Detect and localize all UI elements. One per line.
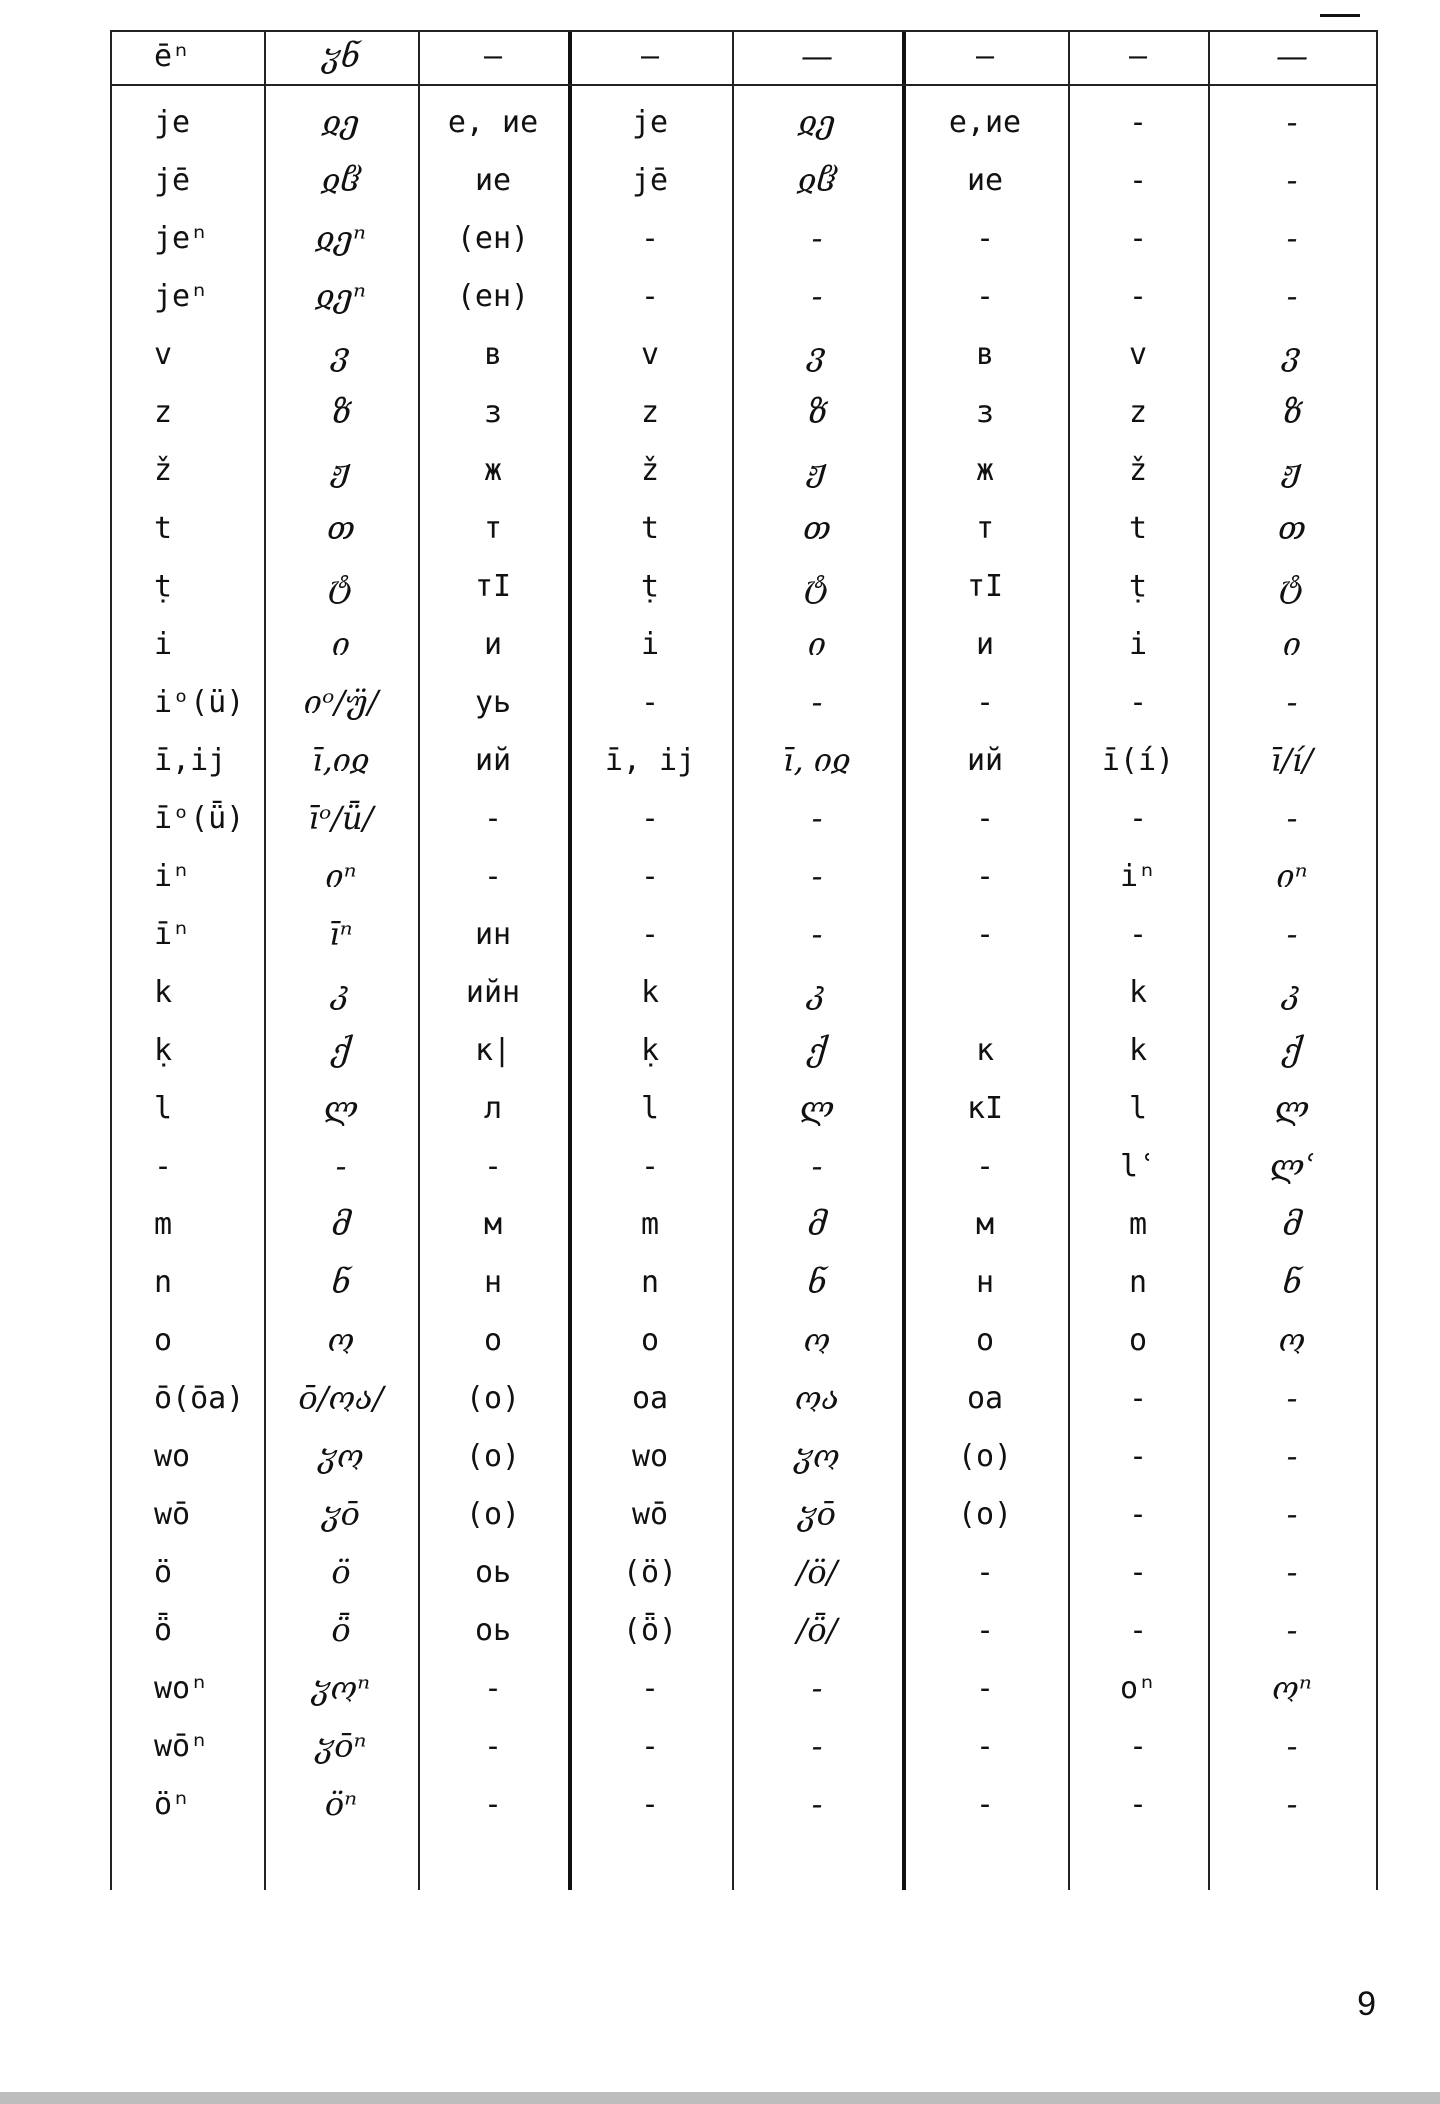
table-cell: m [640,1206,660,1242]
table-cell: - [811,915,823,953]
table-cell: ნ [807,1263,827,1301]
table-cell: - [1128,1496,1148,1532]
table-cell: ჳō [322,1495,360,1533]
table-cell: - [1286,915,1298,953]
table-cell: l [640,1090,660,1126]
table-cell: - [811,1147,823,1185]
table-cell: (о) [957,1496,1013,1532]
table-cell: ჲე [798,103,836,141]
table-cell: ჳო [794,1437,840,1475]
table-cell: з [483,394,503,430]
table-cell: - [975,1786,995,1822]
table-cell: k [154,974,173,1010]
table-cell: к| [474,1032,512,1068]
table-cell: - [154,1148,173,1184]
table-cell: ჟ [807,451,827,489]
table-cell: კ [808,973,826,1011]
table-cell: l [154,1090,173,1126]
table-cell: ქ [807,1031,827,1069]
table-cell: о [483,1322,503,1358]
table-cell: k [1128,974,1148,1010]
table-cell: (о) [957,1438,1013,1474]
table-cell: t [640,510,660,546]
table-cell: - [1286,1727,1298,1765]
table-cell: ō(ōa) [154,1380,245,1416]
table-cell: м [483,1206,503,1242]
table-cell: ჲჱ [797,161,837,199]
table-cell: оь [474,1612,512,1648]
table-row [110,554,1378,618]
table-cell: ж [975,452,995,488]
table-cell: je [154,104,191,140]
table-row [110,1076,1378,1140]
table-cell: - [811,857,823,895]
table-cell: ī, იჲ [783,741,851,779]
table-cell: v [154,336,173,372]
table-row [110,1018,1378,1082]
table-cell: - [1128,104,1148,140]
table-cell: - [483,1148,503,1184]
table-cell: - [640,1728,660,1764]
table-cell: ზ [807,393,827,431]
table-cell: ი [331,625,351,663]
table-row [110,728,1378,792]
table-cell: თ [327,509,355,547]
table-row [110,1598,1378,1662]
table-row [110,90,1378,154]
table-cell: - [1286,1437,1298,1475]
table-cell: - [975,1148,995,1184]
table-cell: ž [154,452,173,488]
table-cell: jeⁿ [154,278,209,314]
table-cell: ž [1128,452,1148,488]
table-cell: ие [966,162,1004,198]
table-cell: iᵒ(ü) [154,684,245,720]
table-cell: იⁿ [325,857,357,895]
table-cell: (о) [465,1496,521,1532]
table-cell: z [640,394,660,430]
table-cell: т [975,510,995,546]
table-cell [902,960,1068,1024]
table-cell: wo [631,1438,669,1474]
table-cell: (ȫ) [622,1612,678,1648]
table-cell: ṭ [154,568,173,604]
table-cell: - [975,858,995,894]
table-cell: ლ [323,1089,359,1127]
table-cell: - [483,800,503,836]
table-cell: - [640,800,660,836]
table-cell: ō/ოა/ [298,1379,384,1417]
table-cell: - [1286,799,1298,837]
table-cell: - [1128,800,1148,836]
table-cell: - [1128,1380,1148,1416]
table-row [110,1714,1378,1778]
table-cell: öⁿ [154,1786,191,1822]
bottom-edge [0,2092,1440,2104]
table-cell: ოⁿ [1272,1669,1312,1707]
table-row [110,1250,1378,1314]
table-cell: īᵒ/ǖ/ [308,799,374,837]
table-cell: - [640,1148,660,1184]
table-cell: z [154,394,173,430]
table-cell: - [640,1786,660,1822]
table-cell: - [1286,1785,1298,1823]
table-cell: - [811,277,823,315]
table-cell: i [154,626,173,662]
table-cell: ž [640,452,660,488]
table-cell: уь [474,684,512,720]
table-cell: - [483,858,503,894]
table-cell: к [975,1032,995,1068]
table-cell: (ен) [456,278,530,314]
table-cell: i [1128,626,1148,662]
table-cell: ლʿ [1269,1147,1315,1185]
table-cell: (ен) [456,220,530,256]
table-cell: - [811,683,823,721]
table-cell: - [640,858,660,894]
table-cell: ნ [331,1263,351,1301]
table-cell: - [1128,220,1148,256]
table-cell: n [640,1264,660,1300]
table-cell: ნ [1282,1263,1302,1301]
table-cell: ȫ [154,1612,173,1648]
table-cell: wō [631,1496,669,1532]
table-cell: ин [474,916,512,952]
table-cell: ჟ [1282,451,1302,489]
table-cell: — [483,38,503,74]
table-cell: - [1286,683,1298,721]
table-cell: öⁿ [324,1785,358,1823]
table-cell: ჲეⁿ [316,219,366,257]
table-cell: ლ [799,1089,835,1127]
table-cell: з [975,394,995,430]
table-cell: - [1128,162,1148,198]
table-cell: ие [474,162,512,198]
table-cell: - [1286,219,1298,257]
table-cell: - [1128,1728,1148,1764]
table-cell: ö [331,1553,351,1591]
table-cell: m [1128,1206,1148,1242]
table-cell: - [1286,1379,1298,1417]
table-cell: z [1128,394,1148,430]
table-cell: ჳო [318,1437,364,1475]
table-cell: - [1286,1611,1298,1649]
table-row [110,844,1378,908]
table-row [110,438,1378,502]
table-cell: - [1286,277,1298,315]
table-cell: ī,იჲ [312,741,370,779]
table-cell: е, ие [447,104,539,140]
table-cell: ქ [1282,1031,1302,1069]
table-row [110,612,1378,676]
table-cell: о [975,1322,995,1358]
table-cell: - [640,278,660,314]
table-cell: ვ [807,335,827,373]
table-cell: v [1128,336,1148,372]
table-cell: ī/í/ [1270,741,1314,779]
table-cell: л [483,1090,503,1126]
table-cell: н [975,1264,995,1300]
table-cell: ზ [331,393,351,431]
table-cell: - [1286,161,1298,199]
transliteration-table [110,30,1378,1890]
table-cell: ოა [794,1379,840,1417]
table-cell: ий [966,742,1004,778]
table-cell: - [811,1669,823,1707]
table-cell: ჳō [798,1495,836,1533]
table-cell: oⁿ [1119,1670,1157,1706]
table-cell: - [811,219,823,257]
table-cell: - [975,800,995,836]
table-cell: ჲე [322,103,360,141]
table-cell: მ [807,1205,827,1243]
table-cell: მ [1282,1205,1302,1243]
table-cell: е,ие [948,104,1022,140]
table-cell: ზ [1282,393,1302,431]
table-cell: /ö/ [796,1553,838,1591]
table-cell: wo [154,1438,191,1474]
table-row [110,670,1378,734]
table-row [110,1366,1378,1430]
table-cell: jē [631,162,669,198]
table-cell: ī,ij [154,742,227,778]
table-cell: (о) [465,1380,521,1416]
table-cell: ტ [328,567,354,605]
table-cell: jeⁿ [154,220,209,256]
table-cell: īᵒ(ǖ) [154,800,245,836]
table-cell: - [640,1670,660,1706]
table-cell: - [811,1727,823,1765]
table-cell: t [1128,510,1148,546]
table-cell: ī(í) [1101,742,1175,778]
table-cell: ქ [331,1031,351,1069]
table-cell: je [631,104,669,140]
table-cell: — [1276,37,1308,75]
table-cell: - [975,1670,995,1706]
table-cell: - [1128,1438,1148,1474]
table-cell: т [483,510,503,546]
table-cell: īⁿ [329,915,353,953]
table-cell: k [1128,1032,1148,1068]
table-cell: k [640,974,660,1010]
table-cell: მ [331,1205,351,1243]
table-row [110,1772,1378,1836]
table-cell: jē [154,162,191,198]
table-cell: ჳნ [322,37,360,75]
table-cell: в [483,336,503,372]
table-cell: - [975,220,995,256]
table-cell: — [801,37,833,75]
table-cell: - [1286,1495,1298,1533]
table-cell: /ȫ/ [796,1611,838,1649]
table-cell: - [1128,1554,1148,1590]
table-cell: ტ [804,567,830,605]
table-cell: ȫ [331,1611,351,1649]
table-cell: ჳōⁿ [315,1727,367,1765]
table-cell: - [335,1147,347,1185]
table-cell: o [1128,1322,1148,1358]
table-cell: ṭ [1128,568,1148,604]
table-cell: lʿ [1119,1148,1157,1184]
table-cell: ийн [465,974,521,1010]
table-cell: ჲეⁿ [316,277,366,315]
table-cell: оь [474,1554,512,1590]
table-row [110,1134,1378,1198]
table-cell: тI [966,568,1004,604]
table-cell: н [483,1264,503,1300]
table-cell: o [640,1322,660,1358]
table-cell: ო [327,1321,355,1359]
table-cell: ḳ [640,1032,660,1068]
table-cell: - [483,1786,503,1822]
table-cell: ლ [1274,1089,1310,1127]
table-cell: - [483,1728,503,1764]
table-cell: ჲჱ [321,161,361,199]
table-cell: - [975,1554,995,1590]
table-cell: ēⁿ [154,38,191,74]
table-cell: თ [803,509,831,547]
table-cell: - [640,916,660,952]
table-cell: - [811,799,823,837]
table-cell: wō [154,1496,191,1532]
table-row [110,322,1378,386]
table-row [110,1192,1378,1256]
table-cell: - [640,220,660,256]
table-row [110,496,1378,560]
table-cell: кI [966,1090,1004,1126]
table-cell: - [975,916,995,952]
table-cell: и [483,626,503,662]
table-cell: - [975,1728,995,1764]
table-cell: ო [1278,1321,1306,1359]
table-cell: ი [1282,625,1302,663]
table-row [110,264,1378,328]
table-row [110,902,1378,966]
table-cell: ო [803,1321,831,1359]
table-cell: оa [966,1380,1004,1416]
table-row [110,786,1378,850]
table-cell: тI [474,568,512,604]
table-cell: - [975,278,995,314]
table-cell: м [975,1206,995,1242]
table-cell: ṭ [640,568,660,604]
table-cell: īⁿ [154,916,191,952]
table-cell: ტ [1279,567,1305,605]
table-cell: v [640,336,660,372]
table-cell: ö [154,1554,173,1590]
table-cell: - [975,1612,995,1648]
table-header-row [110,24,1378,88]
table-cell: ჟ [331,451,351,489]
table-cell: ī, ij [604,742,696,778]
corner-mark [1320,14,1360,17]
table-cell: - [1128,1786,1148,1822]
table-cell: t [154,510,173,546]
table-cell: l [1128,1090,1148,1126]
table-cell: ვ [1282,335,1302,373]
table-row [110,1656,1378,1720]
table-cell: - [1128,1612,1148,1648]
table-cell: - [1286,103,1298,141]
table-cell: iⁿ [1119,858,1157,894]
page-number: 9 [1357,1985,1376,2023]
table-row [110,1424,1378,1488]
table-cell: ვ [331,335,351,373]
table-cell: - [1128,684,1148,720]
table-cell: - [975,684,995,720]
table-cell: - [811,1785,823,1823]
table-cell: (о) [465,1438,521,1474]
table-cell: оa [631,1380,669,1416]
table-cell: woⁿ [154,1670,209,1706]
table-cell: - [1128,916,1148,952]
table-cell: იᵒ/უ̈/ [303,683,379,721]
table-cell: m [154,1206,173,1242]
table-row [110,148,1378,212]
table-row [110,960,1378,1024]
table-cell: — [975,38,995,74]
table-cell: — [640,38,660,74]
table-cell: - [1128,278,1148,314]
table-cell: ḳ [154,1032,173,1068]
table-cell: (ö) [622,1554,678,1590]
table-cell: კ [332,973,350,1011]
table-row [110,380,1378,444]
table-cell: ჳოⁿ [311,1669,371,1707]
table-cell: — [1128,38,1148,74]
table-cell: i [640,626,660,662]
table-cell: იⁿ [1276,857,1308,895]
table-cell: и [975,626,995,662]
table-cell: ий [474,742,512,778]
table-cell: ი [807,625,827,663]
table-cell: - [483,1670,503,1706]
table-cell: wōⁿ [154,1728,209,1764]
table-cell: ж [483,452,503,488]
table-cell: კ [1283,973,1301,1011]
table-row [110,1540,1378,1604]
table-row [110,1482,1378,1546]
table-cell: в [975,336,995,372]
table-cell: n [154,1264,173,1300]
table-row [110,206,1378,270]
table-cell: iⁿ [154,858,191,894]
table-cell: n [1128,1264,1148,1300]
table-cell: თ [1278,509,1306,547]
table-row [110,1308,1378,1372]
table-cell: - [1286,1553,1298,1591]
table-cell: o [154,1322,173,1358]
table-cell: - [640,684,660,720]
